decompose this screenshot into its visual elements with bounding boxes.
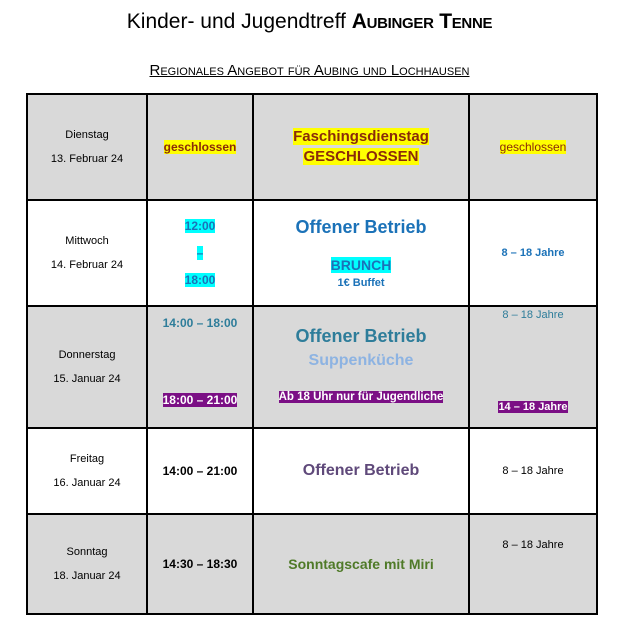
age-cell: [469, 306, 597, 428]
offer-brunch: BRUNCH: [330, 256, 392, 273]
offer-soup-kitchen: Suppenküche: [308, 352, 414, 369]
age-range: 8 – 18 Jahre: [502, 309, 564, 321]
offer-title: Sonntagscafe mit Miri: [288, 556, 434, 572]
day-cell: [27, 94, 147, 200]
time-cell: [147, 94, 253, 200]
table-row: [27, 94, 597, 200]
title-brand: Aubinger Tenne: [351, 10, 493, 33]
time-closed: geschlossen: [163, 140, 237, 154]
table-row: [27, 428, 597, 514]
time-start: 12:00: [184, 218, 216, 233]
day-name: Donnerstag: [58, 349, 116, 361]
schedule-table: [26, 93, 598, 615]
age-youth: 14 – 18 Jahre: [498, 401, 568, 413]
day-date: 13. Februar 24: [50, 153, 124, 165]
day-cell: [27, 428, 147, 514]
day-cell: [27, 200, 147, 306]
day-cell: [27, 514, 147, 614]
age-cell: [469, 94, 597, 200]
day-date: 14. Februar 24: [50, 259, 124, 271]
age-range: 8 – 18 Jahre: [502, 465, 564, 477]
day-name: Mittwoch: [65, 235, 109, 247]
age-range: 8 – 18 Jahre: [501, 247, 565, 259]
offer-note: 1€ Buffet: [337, 276, 385, 289]
time-cell: [147, 200, 253, 306]
time-evening: 18:00 – 21:00: [162, 393, 238, 407]
day-name: Dienstag: [65, 129, 109, 141]
title-plain: Kinder- und Jugendtreff: [126, 10, 352, 33]
time-separator: –: [196, 245, 204, 260]
offer-youth-note: Ab 18 Uhr nur für Jugendliche: [278, 391, 444, 403]
day-name: Sonntag: [66, 546, 108, 558]
page-subtitle: Regionales Angebot für Aubing und Lochhausen: [149, 62, 470, 79]
time-afternoon: 14:00 – 18:00: [162, 316, 238, 330]
day-date: 16. Januar 24: [53, 477, 121, 489]
time-cell: [147, 514, 253, 614]
age-cell: [469, 200, 597, 306]
age-cell: [469, 428, 597, 514]
time-range: 14:30 – 18:30: [162, 557, 238, 571]
offer-cell: [253, 200, 469, 306]
offer-closed: GESCHLOSSEN: [303, 148, 419, 165]
table-row: [27, 514, 597, 614]
offer-cell: [253, 94, 469, 200]
time-end: 18:00: [184, 272, 216, 287]
day-name: Freitag: [69, 453, 105, 465]
time-cell: [147, 428, 253, 514]
time-cell: [147, 306, 253, 428]
day-date: 18. Januar 24: [53, 570, 121, 582]
time-range: 14:00 – 21:00: [162, 464, 238, 478]
offer-cell: [253, 428, 469, 514]
offer-title: Offener Betrieb: [302, 462, 420, 479]
offer-title: Faschingsdienstag: [293, 128, 429, 145]
age-cell: [469, 514, 597, 614]
page-title: [0, 10, 619, 34]
table-row: [27, 306, 597, 428]
day-cell: [27, 306, 147, 428]
table-row: [27, 200, 597, 306]
age-closed: geschlossen: [499, 140, 567, 154]
age-range: 8 – 18 Jahre: [502, 539, 564, 551]
offer-title: Offener Betrieb: [295, 216, 427, 237]
day-date: 15. Januar 24: [53, 373, 121, 385]
offer-title: Offener Betrieb: [295, 326, 427, 346]
offer-cell: [253, 514, 469, 614]
offer-cell: [253, 306, 469, 428]
